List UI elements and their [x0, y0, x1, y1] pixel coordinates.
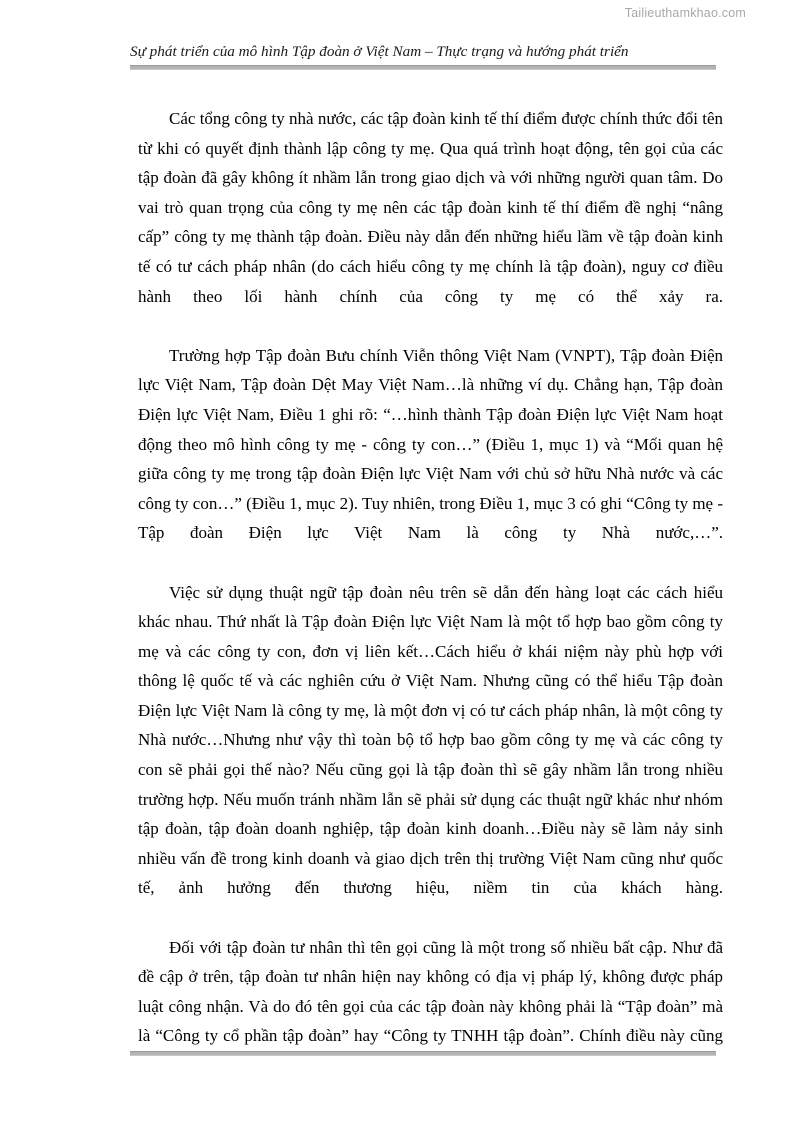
footer-rule	[130, 1051, 716, 1056]
running-header	[130, 42, 716, 70]
body-paragraph: Trường hợp Tập đoàn Bưu chính Viễn thông Việt Nam (VNPT), Tập đoàn Điện lực Việt Nam, Tập đoàn Dệt May Việt Nam…là những ví dụ. Chẳng hạn, Tập đoàn Điện lực Việt Nam, Điều 1 ghi rõ: “…hình thành Tập đoàn Điện lực Việt Nam hoạt động theo mô hình công ty mẹ - công ty con…” (Điều 1, mục 1) và “Mối quan hệ giữa công ty mẹ trong tập đoàn Điện lực Việt Nam với chủ sở hữu Nhà nước và các công ty con…” (Điều 1, mục 2). Tuy nhiên, trong Điều 1, mục 3 có ghi “Công ty mẹ - Tập đoàn Điện lực Việt Nam là công ty Nhà nước,…”.	[138, 345, 723, 543]
header-rule	[130, 65, 716, 70]
body-paragraph: Các tổng công ty nhà nước, các tập đoàn kinh tế thí điểm được chính thức đổi tên từ khi có quyết định thành lập công ty mẹ. Qua quá trình hoạt động, tên gọi của các tập đoàn đã gây không ít nhầm lẫn trong giao dịch và với những người quan tâm. Do vai trò quan trọng của công ty mẹ nên các tập đoàn kinh tế thí điểm đề nghị “nâng cấp” công ty mẹ thành tập đoàn. Điều này dẫn đến những hiểu lầm về tập đoàn kinh tế có tư cách pháp nhân (do cách hiểu công ty mẹ chính là tập đoàn), nguy cơ điều hành theo lối hành chính của công ty mẹ có thể xảy ra.	[138, 109, 723, 306]
running-footer	[130, 1048, 716, 1062]
body-paragraph: Việc sử dụng thuật ngữ tập đoàn nêu trên sẽ dẫn đến hàng loạt các cách hiểu khác nhau. Thứ nhất là Tập đoàn Điện lực Việt Nam là một tổ hợp bao gồm công ty mẹ và các công ty con, đơn vị liên kết…Cách hiểu ở khái niệm này phù hợp với thông lệ quốc tế và các nghiên cứu ở Việt Nam. Nhưng cũng có thể hiểu Tập đoàn Điện lực Việt Nam là công ty mẹ, là một đơn vị có tư cách pháp nhân, là một công ty Nhà nước…Nhưng như vậy thì toàn bộ tổ hợp bao gồm công ty mẹ và các công ty con sẽ phải gọi thế nào? Nếu cũng gọi là tập đoàn thì sẽ gây nhầm lẫn trong nhiều trường hợp. Nếu muốn tránh nhầm lẫn sẽ phải sử dụng các thuật ngữ khác như nhóm tập đoàn, tập đoàn doanh nghiệp, tập đoàn kinh doanh…Điều này sẽ làm nảy sinh nhiều vấn đề trong kinh doanh và giao dịch trên thị trường Việt Nam cũng như quốc tế, ảnh hưởng đến thương hiệu, niềm tin của khách hàng.	[138, 582, 723, 898]
body-paragraph: Đối với tập đoàn tư nhân thì tên gọi cũng là một trong số nhiều bất cập. Như đã đề cập ở trên, tập đoàn tư nhân hiện nay không có địa vị pháp lý, không được pháp luật công nhận. Và do đó tên gọi của các tập đoàn này không phải là “Tập đoàn” mà là “Công ty cổ phần tập đoàn” hay “Công ty TNHH tập đoàn”. Chính điều này cũng	[138, 937, 723, 1046]
header-title: Sự phát triển của mô hình Tập đoàn ở Việt Nam – Thực trạng và hướng phát triển	[130, 43, 629, 60]
site-watermark: Tailieuthamkhao.com	[624, 6, 746, 20]
document-body	[138, 104, 723, 1081]
